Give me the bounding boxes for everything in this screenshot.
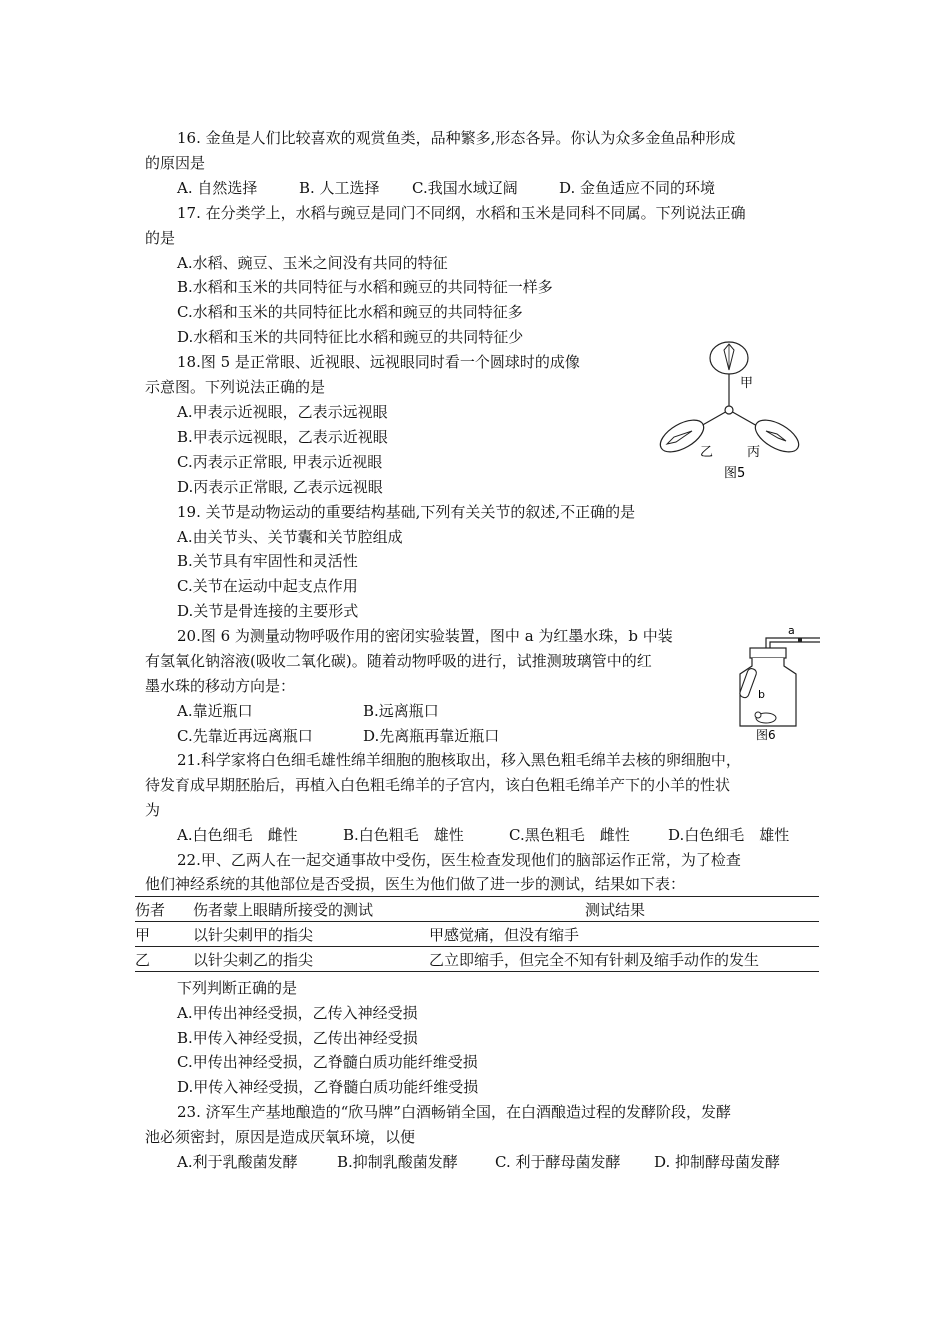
table-cell: 以针尖刺乙的指尖: [193, 947, 429, 972]
q23-option-b[interactable]: B.抑制乳酸菌发酵: [337, 1153, 458, 1171]
q22-stem-line2: 他们神经系统的其他部位是否受损，医生为他们做了进一步的测试，结果如下表：: [145, 875, 686, 893]
q18-option-c[interactable]: C.丙表示正常眼, 甲表示近视眼: [177, 453, 383, 471]
table-header-cell: 伤者蒙上眼睛所接受的测试: [193, 897, 429, 922]
table-cell: 以针尖刺甲的指尖: [193, 925, 314, 944]
q21-option-c[interactable]: C.黑色粗毛 雌性: [509, 826, 630, 844]
q22-stem-line3: 下列判断正确的是: [177, 979, 298, 997]
q18-option-b[interactable]: B.甲表示远视眼，乙表示近视眼: [177, 428, 388, 446]
table-header-cell: 测试结果: [429, 897, 819, 922]
q21-stem-line1: 21.科学家将白色细毛雄性绵羊细胞的胞核取出，移入黑色粗毛绵羊去核的卵细胞中，: [177, 751, 741, 769]
table-header-row: [135, 897, 819, 922]
table-cell: 乙立即缩手，但完全不知有针刺及缩手动作的发生: [429, 947, 819, 972]
q18-option-a[interactable]: A.甲表示近视眼，乙表示远视眼: [177, 403, 388, 421]
q20-options-row1: [0, 701, 720, 721]
q19-stem-line1: 19. 关节是动物运动的重要结构基础,下列有关关节的叙述,不正确的是: [177, 503, 636, 521]
q16-option-a[interactable]: A. 自然选择: [177, 179, 258, 197]
q16-options: [0, 178, 950, 198]
table-cell: 甲感觉痛，但没有缩手: [429, 925, 580, 944]
q21-options: [0, 825, 950, 845]
fig6-label-b: b: [758, 688, 765, 701]
fig6-caption: 图6: [756, 728, 776, 742]
q23-stem-line1: 23. 济军生产基地酿造的“欣马牌”白酒畅销全国，在白酒酿造过程的发酵阶段，发酵: [177, 1103, 731, 1121]
q17-option-d[interactable]: D.水稻和玉米的共同特征比水稻和豌豆的共同特征少: [177, 328, 524, 346]
q23-option-c[interactable]: C. 利于酵母菌发酵: [495, 1153, 621, 1171]
q19-option-c[interactable]: C.关节在运动中起支点作用: [177, 577, 358, 595]
table-header-cell: 伤者: [135, 897, 193, 922]
q16-option-d[interactable]: D. 金鱼适应不同的环境: [559, 179, 716, 197]
q22-option-a[interactable]: A.甲传出神经受损，乙传入神经受损: [177, 1004, 418, 1022]
fig6-label-a: a: [788, 624, 795, 637]
q19-option-a[interactable]: A.由关节头、关节囊和关节腔组成: [177, 528, 403, 546]
q20-option-c[interactable]: C.先靠近再远离瓶口: [177, 727, 313, 745]
q20-option-a[interactable]: A.靠近瓶口: [177, 702, 253, 720]
q20-stem-line3: 墨水珠的移动方向是：: [145, 677, 296, 695]
fig5-label-yi: 乙: [700, 445, 714, 460]
fig6-stopper: [750, 648, 786, 658]
q23-option-d[interactable]: D. 抑制酵母菌发酵: [654, 1153, 781, 1171]
fig5-caption: 图5: [724, 466, 746, 481]
fig5-label-jia: 甲: [740, 376, 754, 391]
q17-option-a[interactable]: A.水稻、豌豆、玉米之间没有共同的特征: [177, 254, 448, 272]
q17-option-b[interactable]: B.水稻和玉米的共同特征与水稻和豌豆的共同特征一样多: [177, 278, 553, 296]
q18-stem-line1: 18.图 5 是正常眼、近视眼、远视眼同时看一个圆球时的成像: [177, 353, 580, 371]
q17-option-c[interactable]: C.水稻和玉米的共同特征比水稻和豌豆的共同特征多: [177, 303, 523, 321]
q16-option-b[interactable]: B. 人工选择: [299, 179, 380, 197]
q17-stem-line1: 17. 在分类学上，水稻与豌豆是同门不同纲，水稻和玉米是同科不同属。下列说法正确: [177, 204, 746, 222]
q16-stem-line1: 16. 金鱼是人们比较喜欢的观赏鱼类，品种繁多,形态各异。你认为众多金鱼品种形成: [177, 129, 736, 147]
q20-options-row2: [0, 726, 720, 746]
table-cell: 乙: [135, 947, 193, 972]
q22-option-c[interactable]: C.甲传出神经受损，乙脊髓白质功能纤维受损: [177, 1053, 478, 1071]
q21-option-a[interactable]: A.白色细毛 雌性: [177, 826, 298, 844]
fig6-ink-drop-a: [798, 638, 802, 642]
q18-stem-line2: 示意图。下列说法正确的是: [145, 378, 326, 396]
q18-option-d[interactable]: D.丙表示正常眼, 乙表示远视眼: [177, 478, 383, 496]
q19-option-d[interactable]: D.关节是骨连接的主要形式: [177, 602, 359, 620]
q19-option-b[interactable]: B.关节具有牢固性和灵活性: [177, 552, 358, 570]
q22-stem-line1: 22.甲、乙两人在一起交通事故中受伤，医生检查发现他们的脑部运作正常，为了检查: [177, 851, 741, 869]
q20-stem-line1: 20.图 6 为测量动物呼吸作用的密闭实验装置，图中 a 为红墨水珠，b 中装: [177, 627, 673, 645]
q21-option-d[interactable]: D.白色细毛 雄性: [668, 826, 790, 844]
q20-option-b[interactable]: B.远离瓶口: [363, 702, 439, 720]
q22-option-b[interactable]: B.甲传入神经受损，乙传出神经受损: [177, 1029, 418, 1047]
q21-option-b[interactable]: B.白色粗毛 雄性: [343, 826, 464, 844]
q16-option-c[interactable]: C.我国水域辽阔: [412, 179, 518, 197]
figure-6-respiration-apparatus: [728, 622, 824, 742]
fig5-label-bing: 丙: [747, 445, 761, 460]
q16-stem-line2: 的原因是: [145, 154, 206, 172]
q23-stem-line2: 池必须密封，原因是造成厌氧环境，以便: [145, 1128, 416, 1146]
q21-stem-line2: 待发育成早期胚胎后，再植入白色粗毛绵羊的子宫内，该白色粗毛绵羊产下的小羊的性状: [145, 776, 731, 794]
q22-option-d[interactable]: D.甲传入神经受损，乙脊髓白质功能纤维受损: [177, 1078, 479, 1096]
q23-options: [0, 1152, 950, 1172]
table-row: [135, 922, 819, 947]
fig5-center-ball: [725, 406, 733, 414]
q23-option-a[interactable]: A.利于乳酸菌发酵: [177, 1153, 298, 1171]
figure-5-eye-diagram: [650, 336, 810, 486]
q17-stem-line2: 的是: [145, 229, 176, 247]
table-cell: 甲: [135, 925, 151, 944]
table-row: [135, 947, 819, 972]
q20-option-d[interactable]: D.先离瓶再靠近瓶口: [363, 727, 500, 745]
q21-stem-line3: 为: [145, 801, 161, 819]
q20-stem-line2: 有氢氧化钠溶液(吸收二氧化碳)。随着动物呼吸的进行，试推测玻璃管中的红: [145, 652, 652, 670]
q22-results-table: [135, 896, 819, 972]
